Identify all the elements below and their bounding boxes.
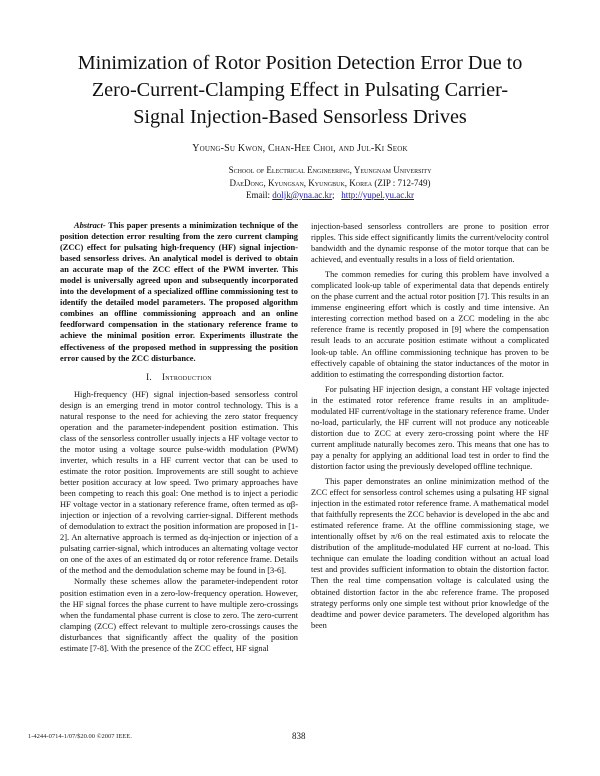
page-number: 838 <box>292 731 306 741</box>
title-line: Signal Injection-Based Sensorless Drives <box>133 106 467 128</box>
affiliation-line: School of Electrical Engineering, Yeungnam University <box>228 165 432 175</box>
body-paragraph: The common remedies for curing this problem have involved a complicated look-up table of experimental data that depends entirely on the phase current and the actual rotor position [7]. This results in an immense engineering effort which is costly and time intensive. An interesting correction method based on a ZCC modeling in the abc reference frame is recently proposed in [9] where the compensation result leads to an accurate position estimate without a complicated look-up table. An offline commissioning technique has proven to be effectively capable of obtaining the stator inductances of the motor in addition to estimating the corresponding distortion factor. <box>311 270 549 379</box>
title-line: Zero-Current-Clamping Effect in Pulsating Carrier- <box>91 79 509 101</box>
abstract <box>60 220 298 364</box>
affiliation-line: DaeDong, Kyungsan, Kyungbuk, Korea (ZIP : 712-749) <box>229 177 431 188</box>
affiliation-block <box>120 164 540 202</box>
right-column <box>311 221 549 631</box>
abstract-lead: Abstract- <box>74 221 106 230</box>
copyright-footer: 1-4244-0714-1/07/$20.00 ©2007 IEEE. <box>28 733 132 740</box>
body-paragraph: For pulsating HF injection design, a constant HF voltage injected in the estimated rotor reference frame results in an amplitude-modulated HF current/voltage in the stationary reference frame. Under no-load, particularly, the HF current will not produce any noticeable distortion due to ZCC at every zero-crossing point where the HF current amplitude naturally becomes zero. This means that one has to pay a penalty for applying an additional load test in order to find the distortion factor using the previously developed offline technique. <box>311 384 549 471</box>
left-column <box>60 220 298 654</box>
section-heading <box>60 372 298 383</box>
contact-line <box>120 189 540 202</box>
title-line: Minimization of Rotor Position Detection Error Due to <box>77 52 523 74</box>
body-paragraph: injection-based sensorless controllers are prone to position error ripples. This side effect significantly limits the current/velocity control bandwidth and the dynamic response of the motor torque that can be achieved, and eventually results in a loss of field orientation. <box>311 222 549 265</box>
abstract-body: This paper presents a minimization technique of the position detection error resulting from the zero current clamping (ZCC) effect for pulsating high-frequency (HF) signal injection-based sensorless drives. An analytical model is derived to obtain an accurate map of the ZCC effect of the PWM inverter. This model is universally agreed upon and subsequently incorporated into the development of a specialized offline commissioning test to identify the detailed model parameters. The proposed algorithm combines an offline commissioning approach and an online feedforward compensation in the stationary reference frame to achieve the minimal position error. Experiments illustrate the effectiveness of the proposed method in suppressing the position error caused by the ZCC disturbance. <box>60 221 298 363</box>
paper-title <box>50 50 550 131</box>
body-paragraph: High-frequency (HF) signal injection-based sensorless control design is an emerging trend in motor control technology. This is a natural response to the need for achieving the zero stator frequency operation and the parameter-independent position estimation. This class of the sensorless controller usually injects a HF voltage vector to the motor using a voltage source pulse-width modulation (PWM) inverter, which results in a HF current vector that can be used to estimate the rotor position. Improvements are still sought to achieve better position accuracy at low speed. Two primary approaches have been competing to reach this goal: One method is to inject a periodic HF voltage vector in a stationary reference frame, often termed as αβ-injection or injection of a revolving carrier-signal. Different methods of demodulation to extract the position information are proposed in [1-2]. An alternative approach is termed as dq-injection or injection of a pulsating carrier-signal, which introduces an alternating voltage vector on one of the axes of an estimated dq or rotor reference frame. Details of the method and the demodulation scheme may be found in [3-6]. <box>60 389 298 576</box>
body-paragraph: This paper demonstrates an online minimization method of the ZCC effect for sensorless control schemes using a pulsating HF signal injection in the estimated rotor reference frame. A mathematical model that faithfully represents the ZCC behavior is developed in the abc and estimated reference frame. At the offline commissioning stage, we intentionally offset by π/6 on the real estimated axis to relocate the distribution of the amplitude-modulated HF current at no-load. This technique can emulate the loading condition without an actual load test and provides sufficient information to obtain the distortion factor. Then the real time compensation voltage is calculated using the obtained distortion factor in the abc reference frame. The proposed strategy performs only one simple test without prior knowledge of the deadtime and power device parameters. The developed algorithm has been <box>311 477 549 630</box>
email-link[interactable]: doljk@yna.ac.kr <box>272 190 333 200</box>
website-link[interactable]: http://yupel.yu.ac.kr <box>341 190 415 200</box>
email-separator: ; <box>332 190 335 200</box>
body-paragraph: Normally these schemes allow the parameter-independent rotor position estimation even in a zero-low-frequency operation. However, the HF signal forces the phase current to have multiple zero-crossings when the fundamental phase current is close to zero. The zero-current clamping (ZCC) effect relevant to multiple zero-crossings causes the disturbances that significantly affect the quality of the position estimate [7-8]. With the presence of the ZCC effect, HF signal <box>60 577 298 653</box>
section-title: Introduction <box>161 371 212 382</box>
author-list: Young-Su Kwon, Chan-Hee Choi, and Jul-Ki Seok <box>192 143 408 154</box>
section-number: I. <box>146 371 152 382</box>
email-label: Email: <box>245 190 270 200</box>
